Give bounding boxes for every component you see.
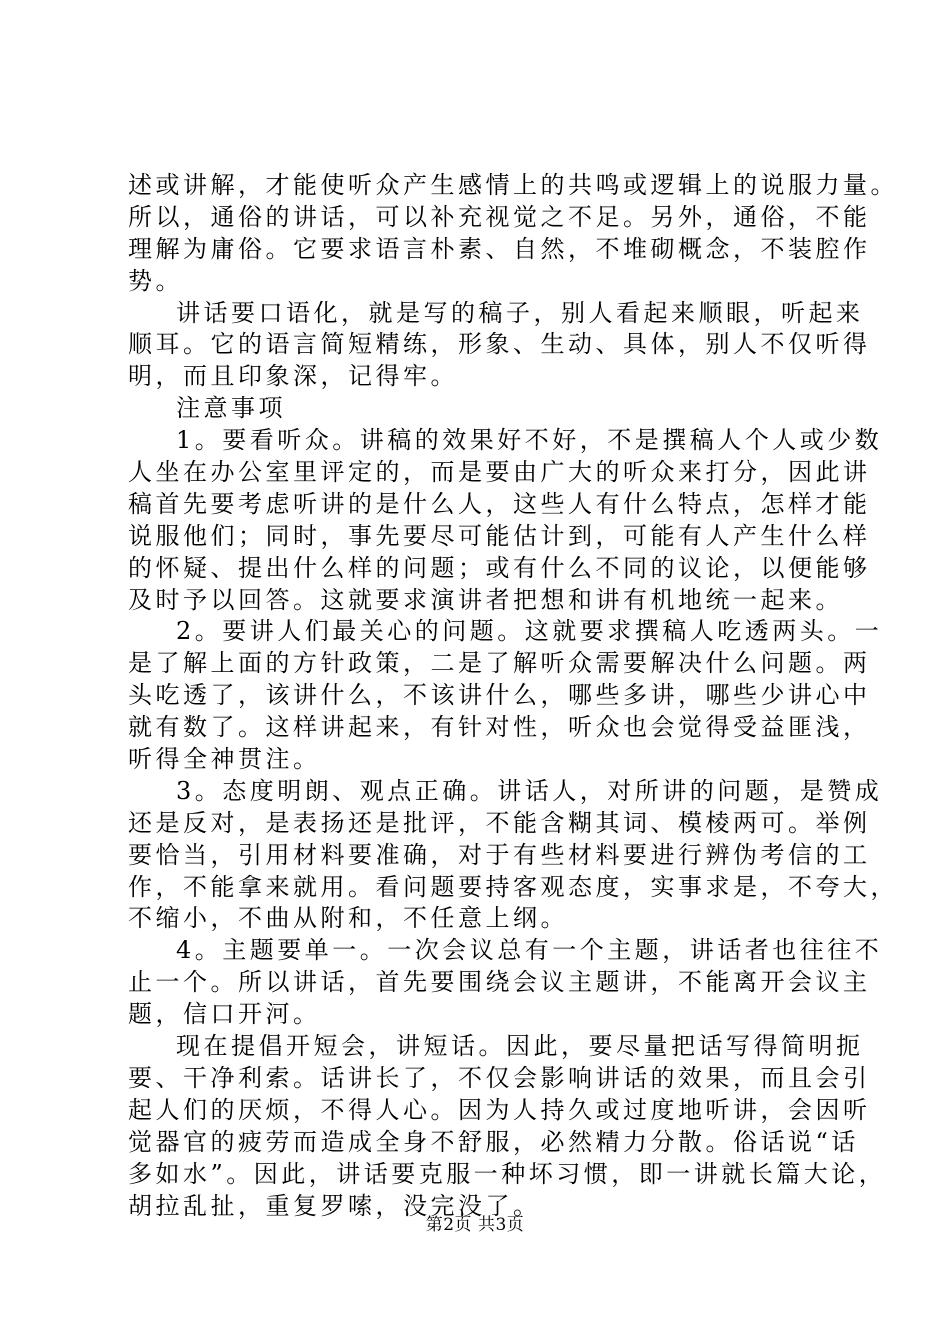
text-line: 胡拉乱扯，重复罗嗦，没完没了。 bbox=[128, 1191, 541, 1220]
text-line: 稿首先要考虑听讲的是什么人，这些人有什么特点，怎样才能 bbox=[128, 489, 871, 518]
section-heading: 注意事项 bbox=[176, 394, 286, 423]
text-line: 就有数了。这样讲起来，有针对性，听众也会觉得受益匪浅， bbox=[128, 713, 871, 742]
paragraph-start-line: 1。要看听众。讲稿的效果好不好，不是撰稿人个人或少数 bbox=[176, 426, 883, 455]
text-line: 述或讲解，才能使听众产生感情上的共鸣或逻辑上的说服力量。 bbox=[128, 171, 898, 199]
text-line: 头吃透了，该讲什么，不该讲什么，哪些多讲，哪些少讲心中 bbox=[128, 681, 871, 710]
text-line: 听得全神贯注。 bbox=[128, 745, 321, 774]
paragraph-start-line: 3。态度明朗、观点正确。讲话人，对所讲的问题，是赞成 bbox=[176, 776, 883, 805]
text-line: 顺耳。它的语言简短精练，形象、生动、具体，别人不仅听得 bbox=[128, 330, 871, 359]
document-body bbox=[128, 170, 898, 1222]
text-line: 势。 bbox=[128, 266, 183, 295]
text-line: 理解为庸俗。它要求语言朴素、自然，不堆砌概念，不装腔作 bbox=[128, 234, 871, 263]
text-line: 要恰当，引用材料要准确，对于有些材料要进行辨伪考信的工 bbox=[128, 840, 871, 869]
text-line: 要、干净利索。话讲长了，不仅会影响讲话的效果，而且会引 bbox=[128, 1063, 871, 1092]
text-line: 起人们的厌烦，不得人心。因为人持久或过度地听讲，会因听 bbox=[128, 1095, 871, 1124]
text-line: 说服他们；同时，事先要尽可能估计到，可能有人产生什么样 bbox=[128, 521, 871, 550]
text-line: 觉器官的疲劳而造成全身不舒服，必然精力分散。俗话说“话 bbox=[128, 1127, 859, 1156]
text-line: 不缩小，不曲从附和，不任意上纲。 bbox=[128, 904, 568, 933]
text-line: 人坐在办公室里评定的，而是要由广大的听众来打分，因此讲 bbox=[128, 458, 871, 487]
text-line: 是了解上面的方针政策，二是了解听众需要解决什么问题。两 bbox=[128, 649, 871, 678]
text-line: 还是反对，是表扬还是批评，不能含糊其词、模棱两可。举例 bbox=[128, 808, 871, 837]
text-line: 多如水”。因此，讲话要克服一种坏习惯，即一讲就长篇大论， bbox=[128, 1159, 887, 1188]
page-number-info: 第2页 共3页 bbox=[425, 1215, 525, 1235]
paragraph-start-line: 4。主题要单一。一次会议总有一个主题，讲话者也往往不 bbox=[176, 936, 883, 965]
text-line: 题，信口开河。 bbox=[128, 1000, 321, 1029]
page-footer bbox=[0, 1214, 950, 1236]
paragraph-start-line: 讲话要口语化，就是写的稿子，别人看起来顺眼，听起来 bbox=[176, 298, 864, 327]
text-line: 明，而且印象深，记得牢。 bbox=[128, 362, 458, 391]
text-line: 作，不能拿来就用。看问题要持客观态度，实事求是，不夸大， bbox=[128, 872, 898, 901]
text-line: 的怀疑、提出什么样的问题；或有什么不同的议论，以便能够 bbox=[128, 553, 871, 582]
paragraph-start-line: 现在提倡开短会，讲短话。因此，要尽量把话写得简明扼 bbox=[176, 1032, 864, 1061]
text-line: 及时予以回答。这就要求演讲者把想和讲有机地统一起来。 bbox=[128, 585, 843, 614]
text-line: 所以，通俗的讲话，可以补充视觉之不足。另外，通俗，不能 bbox=[128, 202, 871, 231]
text-line: 止一个。所以讲话，首先要围绕会议主题讲，不能离开会议主 bbox=[128, 968, 871, 997]
paragraph-start-line: 2。要讲人们最关心的问题。这就要求撰稿人吃透两头。一 bbox=[176, 617, 883, 646]
